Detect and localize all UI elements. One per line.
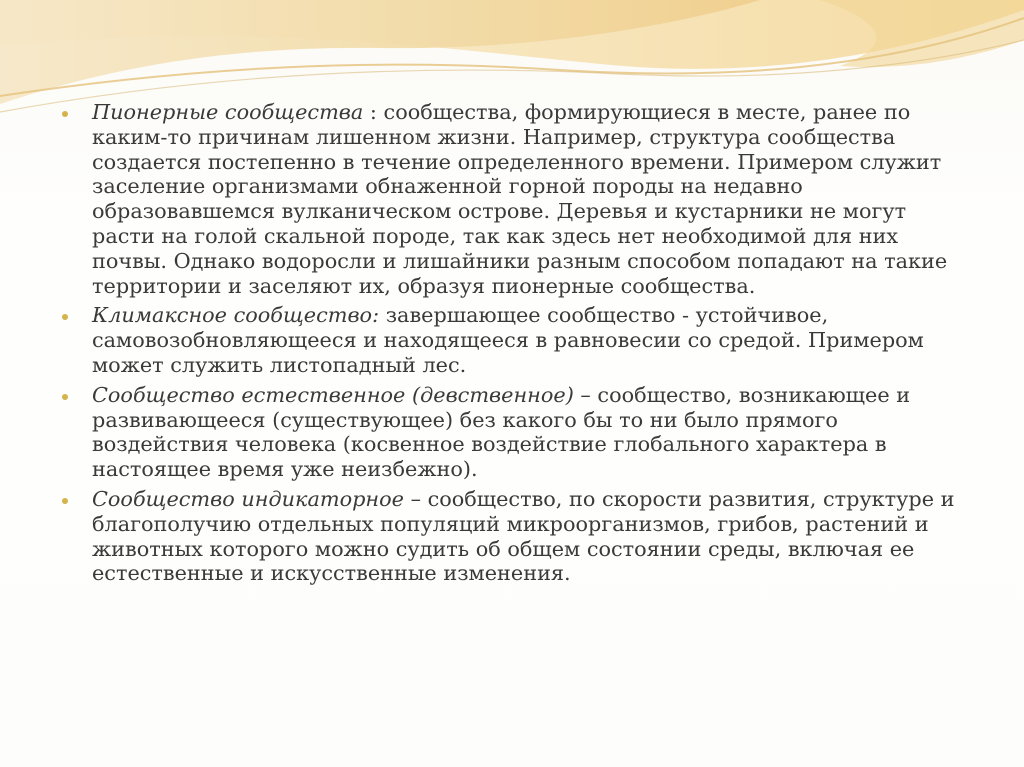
bullet-text: – сообщество, по скорости развития, структуре и благополучию отдельных популяций микроорганизмов, грибов, растений и животных которого можно судить об общем состоянии среды, включая ее естественные и искусственные изменения. xyxy=(92,486,955,586)
bullet-item xyxy=(58,303,968,377)
bullet-text: завершающее сообщество - устойчивое, самовозобновляющееся и находящееся в равновесии со средой. Примером может служить листопадный лес. xyxy=(92,303,924,377)
bullet-term: Сообщество естественное (девственное) xyxy=(92,382,574,407)
bullet-text: : сообщества, формирующиеся в месте, ранее по каким-то причинам лишенном жизни. Например, структура сообщества создается постепенно в течение определенного времени. Примером служит заселение организмами обнаженной горной породы на недавно образовавшемся вулканическом острове. Деревья и кустарники не могут расти на голой скальной породе, так как здесь нет необходимой для них почвы. Однако водоросли и лишайники разным способом попадают на такие территории и заселяют их, образуя пионерные сообщества. xyxy=(92,100,948,298)
bullet-item xyxy=(58,100,968,298)
bullet-term: Климаксное сообщество: xyxy=(92,303,380,328)
bullet-term: Сообщество индикаторное xyxy=(92,486,404,511)
bullet-list xyxy=(58,100,968,586)
bullet-text: – сообщество, возникающее и развивающееся (существующее) без какого бы то ни было прямого воздействия человека (косвенное воздействие глобального характера в настоящее время уже неизбежно). xyxy=(92,382,911,482)
bullet-term: Пионерные сообщества xyxy=(92,100,364,124)
slide-content xyxy=(58,100,968,591)
bullet-dot-icon xyxy=(62,314,68,320)
bullet-item xyxy=(58,383,968,482)
bullet-dot-icon xyxy=(62,111,68,117)
bullet-dot-icon xyxy=(62,498,68,504)
bullet-dot-icon xyxy=(62,394,68,400)
bullet-item xyxy=(58,487,968,586)
